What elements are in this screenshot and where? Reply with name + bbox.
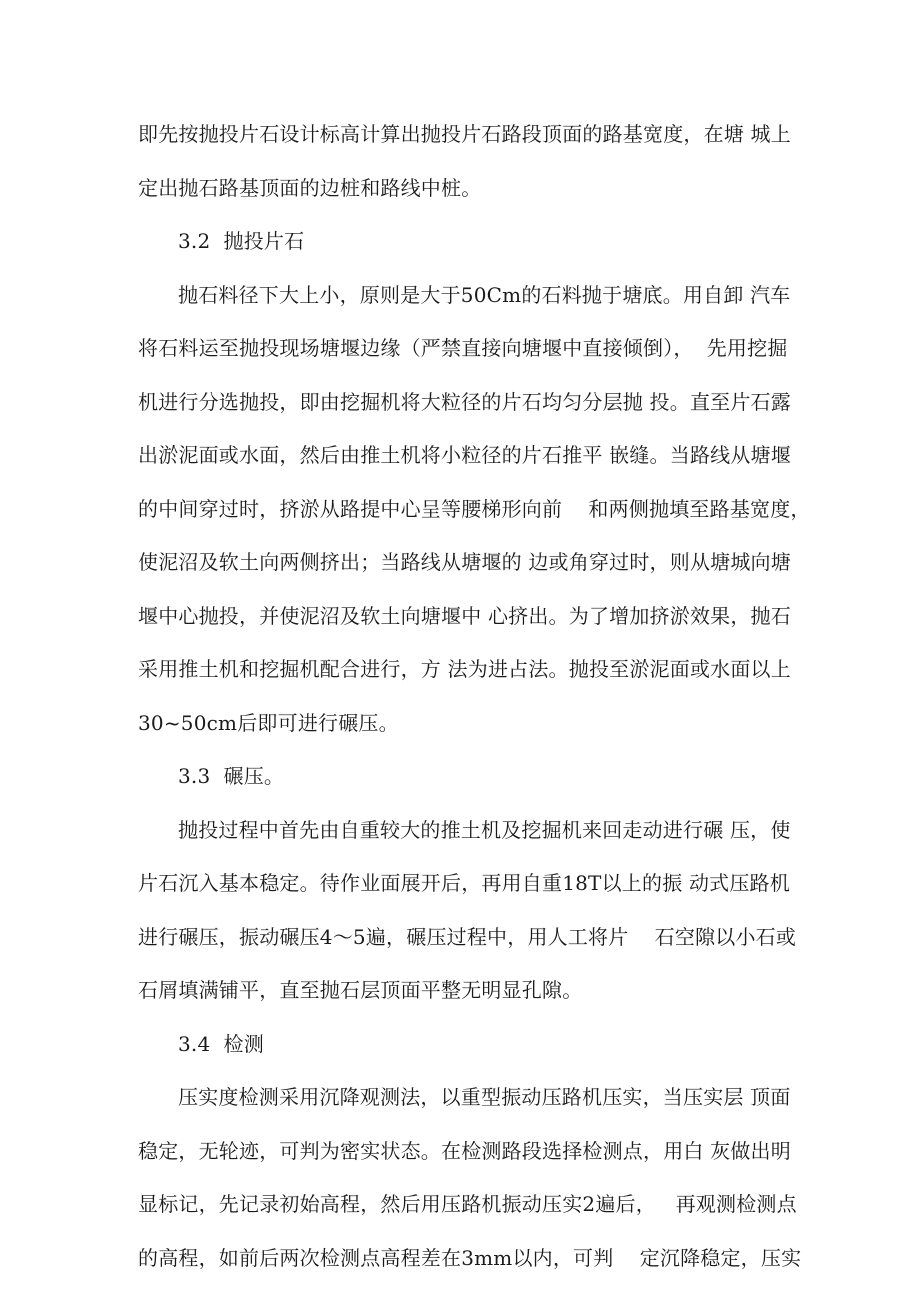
paragraph-first-line: 抛石料径下大上小，原则是大于50Cm的石料抛于塘底。用自卸 汽车 bbox=[178, 282, 791, 307]
section-heading: 3.4 检测 bbox=[178, 1031, 264, 1056]
text-line: 采用推土机和挖掘机配合进行，方 法为进占法。抛投至淤泥面或水面以上 bbox=[138, 657, 791, 681]
text-line: 出淤泥面或水面，然后由推土机将小粒径的片石推平 嵌缝。当路线从塘堰 bbox=[138, 443, 791, 467]
text-line: 石屑填满铺平，直至抛石层顶面平整无明显孔隙。 bbox=[138, 978, 583, 1002]
text-line: 的高程，如前后两次检测点高程差在3mm以内，可判 定沉降稳定，压实 bbox=[138, 1245, 802, 1270]
text-line: 将石料运至抛投现场塘堰边缘（严禁直接向塘堰中直接倾倒）， 先用挖掘 bbox=[138, 336, 788, 360]
document-body bbox=[138, 112, 811, 1289]
paragraph-first-line: 抛投过程中首先由自重较大的推土机及挖掘机来回走动进行碾 压，使 bbox=[178, 817, 791, 842]
text-line: 显标记，先记录初始高程，然后用压路机振动压实2遍后， 再观测检测点 bbox=[138, 1192, 797, 1216]
text-line: 稳定，无轮迹，可判为密实状态。在检测路段选择检测点，用白 灰做出明 bbox=[138, 1138, 791, 1163]
text-line: 使泥沼及软土向两侧挤出；当路线从塘堰的 边或角穿过时，则从塘城向塘 bbox=[138, 550, 791, 574]
text-line: 进行碾压，振动碾压4～5遍，碾压过程中，用人工将片 石空隙以小石或 bbox=[138, 924, 797, 949]
text-line: 定出抛石路基顶面的边桩和路线中桩。 bbox=[138, 175, 482, 200]
text-line: 30~50cm后即可进行碾压。 bbox=[138, 710, 399, 735]
text-line: 堰中心抛投，并使泥沼及软土向塘堰中 心挤出。为了增加挤淤效果，抛石 bbox=[138, 603, 791, 628]
text-line: 片石沉入基本稳定。待作业面展开后，再用自重18T以上的振 动式压路机 bbox=[138, 871, 790, 895]
text-line: 即先按抛投片石设计标高计算出抛投片石路段顶面的路基宽度，在塘 城上 bbox=[138, 122, 791, 146]
text-line: 的中间穿过时，挤淤从路提中心呈等腰梯形向前 和两侧抛填至路基宽度， bbox=[138, 496, 811, 521]
paragraph-first-line: 压实度检测采用沉降观测法，以重型振动压路机压实，当压实层 顶面 bbox=[178, 1085, 791, 1109]
section-heading: 3.3 碾压。 bbox=[178, 764, 285, 788]
section-heading: 3.2 抛投片石 bbox=[178, 229, 305, 253]
text-line: 机进行分选抛投，即由挖掘机将大粒径的片石均匀分层抛 投。直至片石露 bbox=[138, 389, 791, 414]
